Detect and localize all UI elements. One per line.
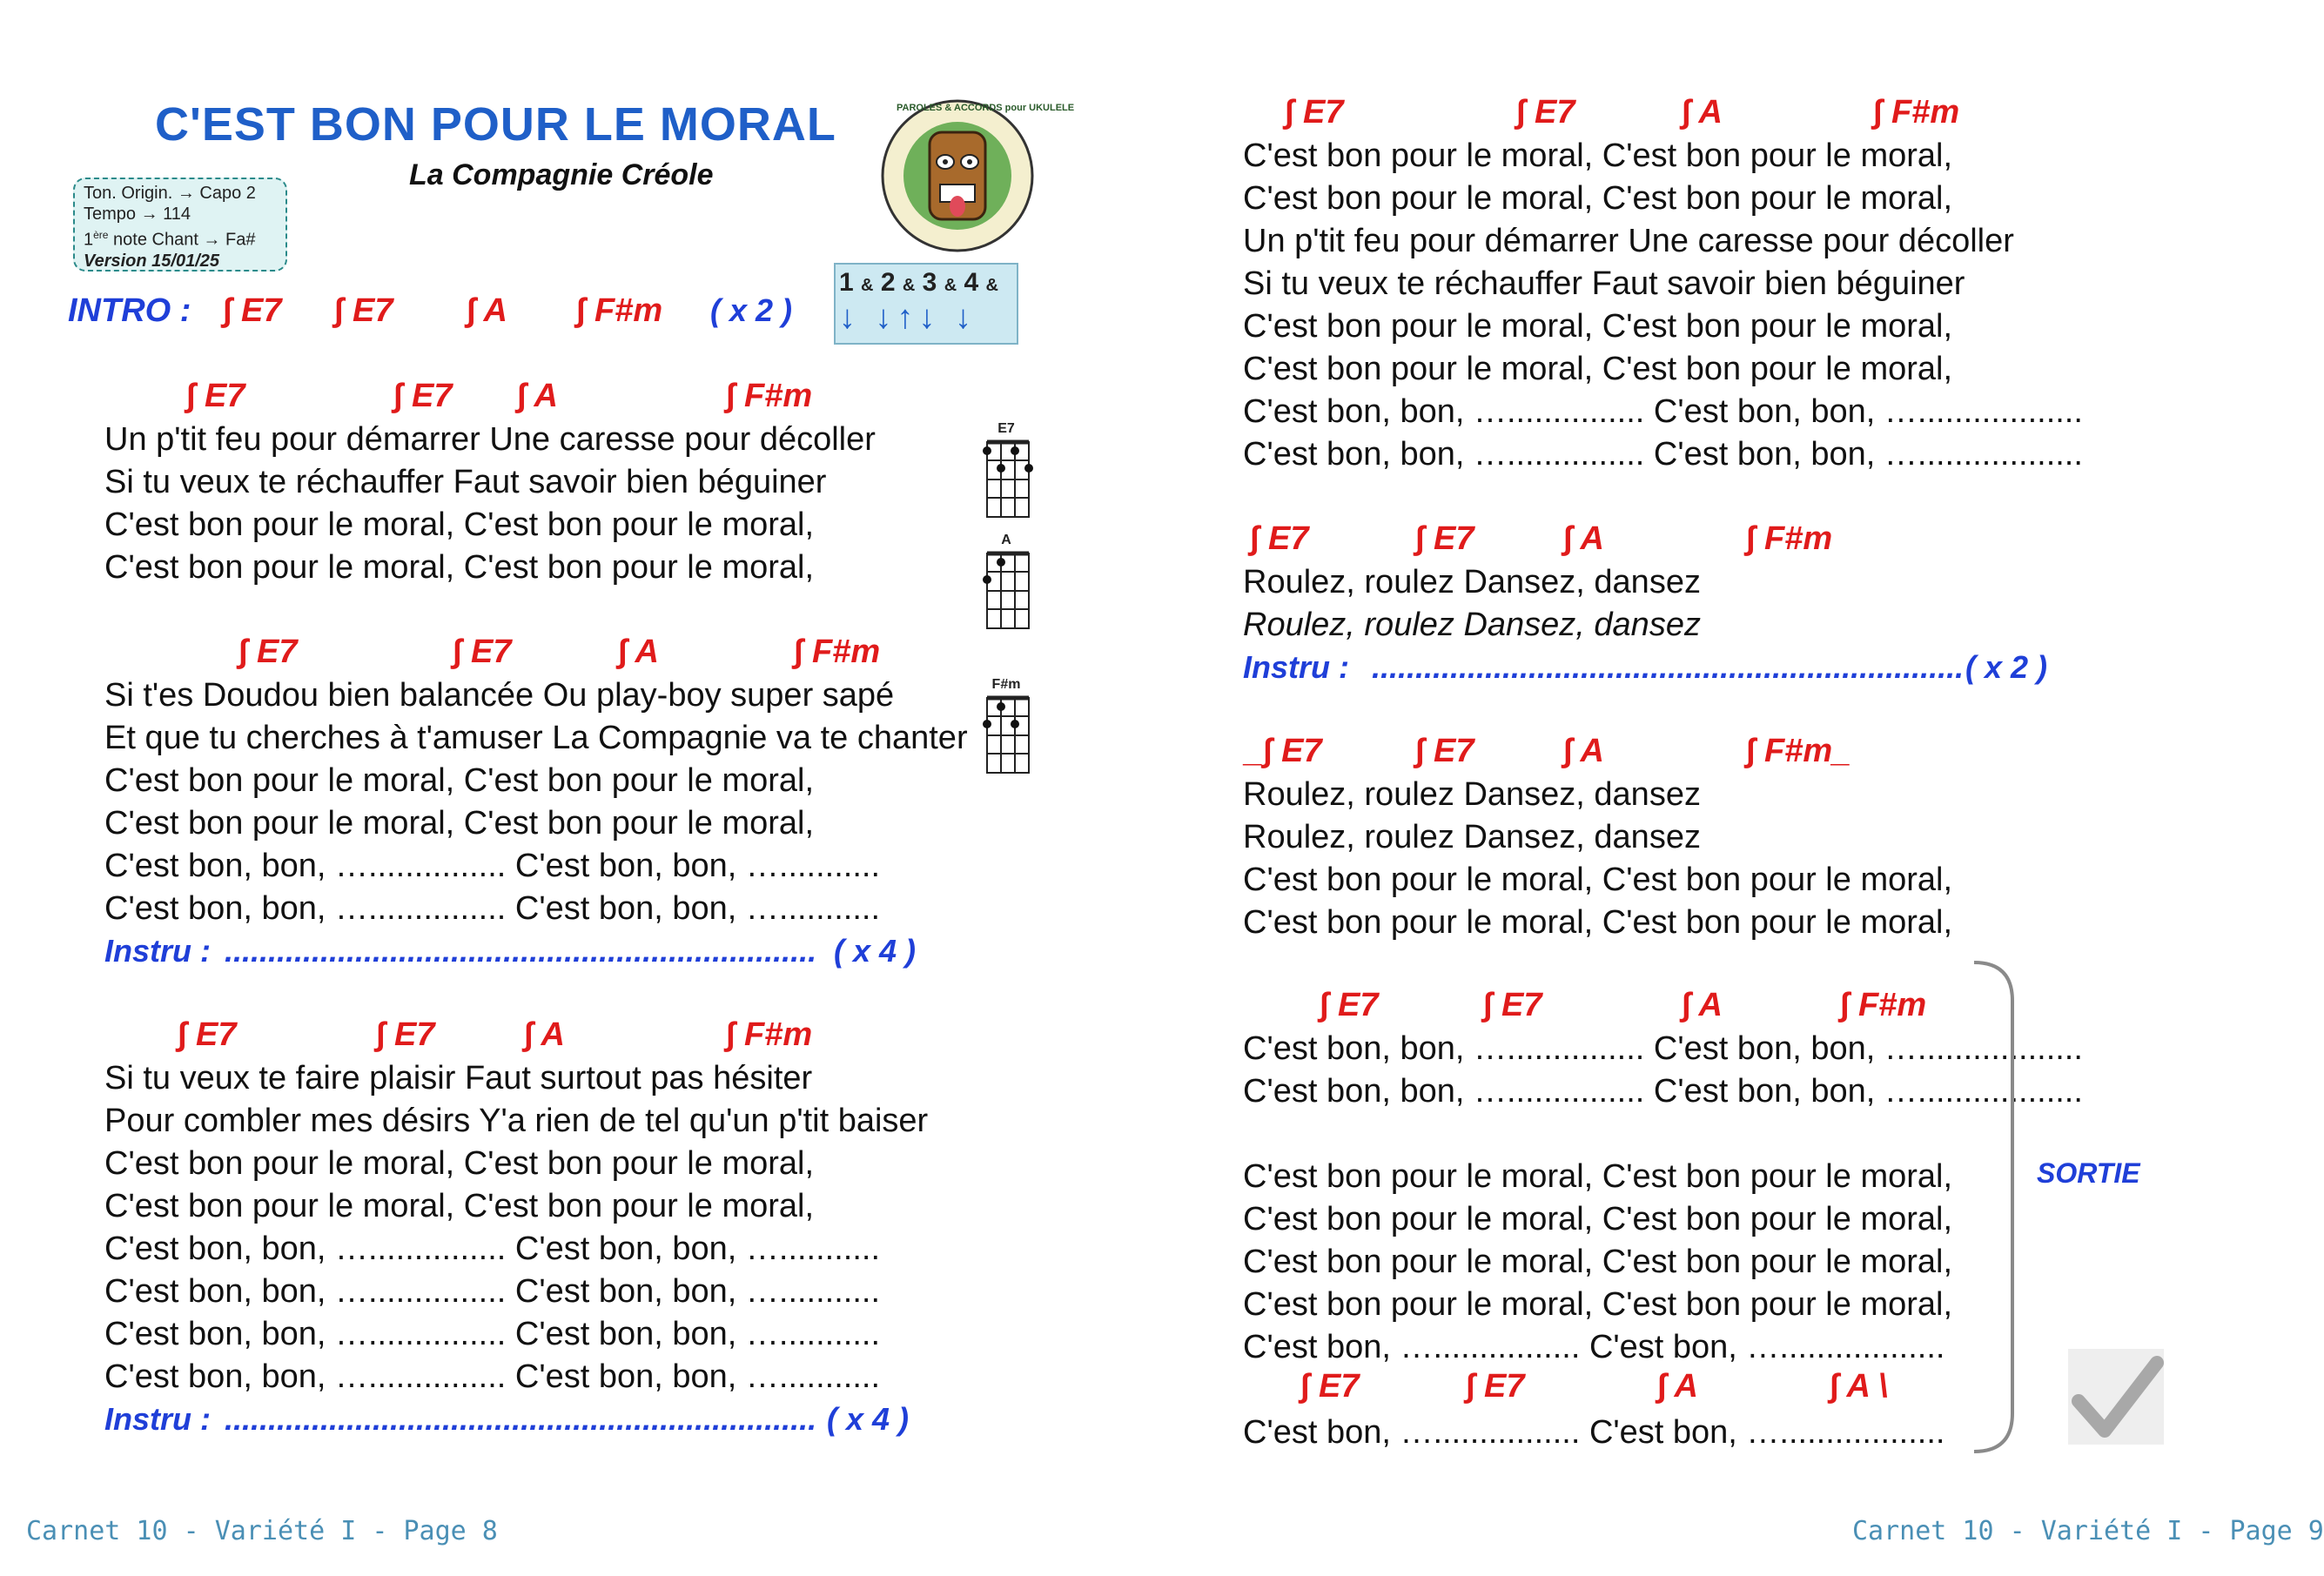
intro-chord: ∫ F#m <box>576 292 663 329</box>
chord: ∫ A <box>618 634 659 670</box>
lyric-line: C'est bon pour le moral, C'est bon pour le moral, <box>1243 1158 1953 1195</box>
lyric-line: C'est bon pour le moral, C'est bon pour le moral, <box>1243 308 1953 345</box>
lyric-line: Si tu veux te réchauffer Faut savoir bien béguiner <box>104 464 827 500</box>
capo-info: Ton. Origin. → Capo 2 <box>84 184 256 203</box>
lyric-line: Pour combler mes désirs Y'a rien de tel qu'un p'tit baiser <box>104 1103 929 1139</box>
chord: ∫ E7 <box>1415 733 1474 769</box>
chord: ∫ E7 <box>376 1016 435 1053</box>
checkmark-icon <box>2066 1347 2166 1451</box>
chord: ∫ A <box>1657 1368 1698 1405</box>
chord: ∫ E7 <box>393 378 453 414</box>
lyric-line: Roulez, roulez Dansez, dansez <box>1243 819 1701 855</box>
chord: ∫ E7 <box>453 634 512 670</box>
lyric-line: Roulez, roulez Dansez, dansez <box>1243 776 1701 813</box>
lyric-line: Si tu veux te faire plaisir Faut surtout pas hésiter <box>104 1060 813 1096</box>
lyric-line: C'est bon, bon, …............... C'est bon, bon, ….................. <box>1243 436 2083 473</box>
lyric-line: C'est bon, bon, …............... C'est bon, bon, ….................. <box>1243 1073 2083 1110</box>
diagram-label: A <box>1001 533 1011 547</box>
chord-diagram-a <box>982 550 1034 638</box>
chord: ∫ E7 <box>1285 94 1344 131</box>
song-info-box <box>73 178 287 272</box>
instru-dots: .................................................................... <box>1372 649 1965 685</box>
chord: ∫ E7 <box>1320 987 1379 1023</box>
lyric-line: C'est bon, bon, …............... C'est bon, bon, …........... <box>104 848 881 884</box>
chord: ∫ A <box>1563 733 1604 769</box>
intro-chord: ∫ E7 <box>223 292 282 329</box>
chord: ∫ F#m_ <box>1746 733 1851 769</box>
lyric-line: Si tu veux te réchauffer Faut savoir bien béguiner <box>1243 265 1965 302</box>
chord: ∫ F#m <box>1746 520 1833 557</box>
lyric-line: C'est bon pour le moral, C'est bon pour le moral, <box>104 1145 815 1182</box>
lyric-line: C'est bon, …................ C'est bon, ….................. <box>1243 1414 1945 1451</box>
lyric-line: Si t'es Doudou bien balancée Ou play-boy super sapé <box>104 677 895 714</box>
instru-repeat: ( x 4 ) <box>827 1401 910 1437</box>
lyric-line: C'est bon, …................ C'est bon, ….................. <box>1243 1329 1945 1365</box>
instru-label: Instru : <box>1243 649 1349 685</box>
chord: ∫ E7 <box>238 634 298 670</box>
strum-counts: 1 & 2 & 3 & 4 & <box>839 268 998 297</box>
lyric-line: C'est bon pour le moral, C'est bon pour le moral, <box>1243 862 1953 898</box>
lyric-line: C'est bon, bon, …............... C'est bon, bon, …........... <box>104 890 881 927</box>
chord: ∫ E7 <box>1300 1368 1360 1405</box>
instru-repeat: ( x 2 ) <box>1965 649 2048 685</box>
chord: ∫ A <box>1563 520 1604 557</box>
lyric-line: Et que tu cherches à t'amuser La Compagnie va te chanter <box>104 720 968 756</box>
chord: ∫ A <box>517 378 558 414</box>
lyric-line: C'est bon pour le moral, C'est bon pour le moral, <box>1243 1201 1953 1237</box>
chord: ∫ E7 <box>1250 520 1309 557</box>
intro-chord: ∫ A <box>467 292 507 329</box>
footer-left: Carnet 10 - Variété I - Page 8 <box>26 1516 498 1546</box>
chord-diagram-fm <box>982 694 1034 782</box>
chord: ∫ E7 <box>1516 94 1575 131</box>
chord: ∫ E7 <box>1483 987 1542 1023</box>
instru-repeat: ( x 4 ) <box>834 933 917 969</box>
lyric-line: C'est bon pour le moral, C'est bon pour le moral, <box>104 762 815 799</box>
chord: ∫ A <box>1682 987 1723 1023</box>
lyric-line: C'est bon, bon, …............... C'est bon, bon, …........... <box>104 1273 881 1310</box>
song-title: C'EST BON POUR LE MORAL <box>155 98 836 151</box>
strum-arrows: ↓ ↓↑↓ ↓ <box>839 299 977 336</box>
chord: ∫ E7 <box>1415 520 1474 557</box>
instru-dots: .................................................................... <box>225 933 817 969</box>
tempo-info: Tempo → 114 <box>84 205 191 224</box>
lyric-line: C'est bon, bon, …............... C'est bon, bon, …........... <box>104 1316 881 1352</box>
chord: ∫ F#m <box>726 1016 813 1053</box>
intro-chord: ∫ E7 <box>334 292 393 329</box>
lyric-line: C'est bon pour le moral, C'est bon pour le moral, <box>104 1188 815 1224</box>
chord: ∫ E7 <box>178 1016 237 1053</box>
lyric-line: C'est bon, bon, …............... C'est bon, bon, …........... <box>104 1358 881 1395</box>
chord: ∫ E7 <box>1466 1368 1525 1405</box>
lyric-line: C'est bon pour le moral, C'est bon pour le moral, <box>104 506 815 543</box>
tiki-logo <box>879 97 1036 254</box>
lyric-line: C'est bon pour le moral, C'est bon pour le moral, <box>1243 1244 1953 1280</box>
lyric-line: C'est bon pour le moral, C'est bon pour le moral, <box>1243 137 1953 174</box>
lyric-line: Roulez, roulez Dansez, dansez <box>1243 607 1701 643</box>
chord: ∫ A <box>1682 94 1723 131</box>
lyric-line: C'est bon pour le moral, C'est bon pour le moral, <box>1243 1286 1953 1323</box>
artist-name: La Compagnie Créole <box>409 158 714 191</box>
diagram-label: F#m <box>991 677 1021 692</box>
chord: ∫ A <box>524 1016 565 1053</box>
instru-dots: .................................................................... <box>225 1401 817 1437</box>
lyric-line: C'est bon pour le moral, C'est bon pour le moral, <box>1243 180 1953 217</box>
first-note-info: 1ère note Chant → Fa# <box>84 229 256 250</box>
diagram-label: E7 <box>997 421 1015 436</box>
intro-repeat: ( x 2 ) <box>710 292 793 328</box>
chord: ∫ F#m <box>794 634 881 670</box>
chord-diagram-e7 <box>982 439 1034 526</box>
chord: ∫ F#m <box>1840 987 1927 1023</box>
lyric-line: C'est bon, bon, …............... C'est bon, bon, ….................. <box>1243 1030 2083 1067</box>
lyric-line: C'est bon pour le moral, C'est bon pour le moral, <box>1243 904 1953 941</box>
lyric-line: C'est bon, bon, …............... C'est bon, bon, ….................. <box>1243 393 2083 430</box>
version-info: Version 15/01/25 <box>84 251 220 271</box>
instru-label: Instru : <box>104 933 211 969</box>
intro-label: INTRO : <box>68 292 191 329</box>
lyric-line: Un p'tit feu pour démarrer Une caresse pour décoller <box>1243 223 2014 259</box>
sortie-bracket <box>1969 957 2021 1461</box>
chord: _∫ E7 <box>1245 733 1322 769</box>
instru-label: Instru : <box>104 1401 211 1437</box>
strum-pattern <box>834 263 1018 345</box>
lyric-line: C'est bon pour le moral, C'est bon pour le moral, <box>104 549 815 586</box>
logo-text: PAROLES & ACCORDS pour UKULELE <box>897 103 1075 113</box>
lyric-line: C'est bon pour le moral, C'est bon pour le moral, <box>1243 351 1953 387</box>
lyric-line: C'est bon, bon, …............... C'est bon, bon, …........... <box>104 1231 881 1267</box>
lyric-line: Roulez, roulez Dansez, dansez <box>1243 564 1701 600</box>
chord: ∫ A \ <box>1830 1368 1888 1405</box>
chord: ∫ E7 <box>186 378 245 414</box>
footer-right: Carnet 10 - Variété I - Page 9 <box>1852 1516 2324 1546</box>
lyric-line: C'est bon pour le moral, C'est bon pour le moral, <box>104 805 815 842</box>
chord: ∫ F#m <box>726 378 813 414</box>
sortie-label: SORTIE <box>2037 1157 2140 1189</box>
chord: ∫ F#m <box>1873 94 1960 131</box>
lyric-line: Un p'tit feu pour démarrer Une caresse pour décoller <box>104 421 876 458</box>
